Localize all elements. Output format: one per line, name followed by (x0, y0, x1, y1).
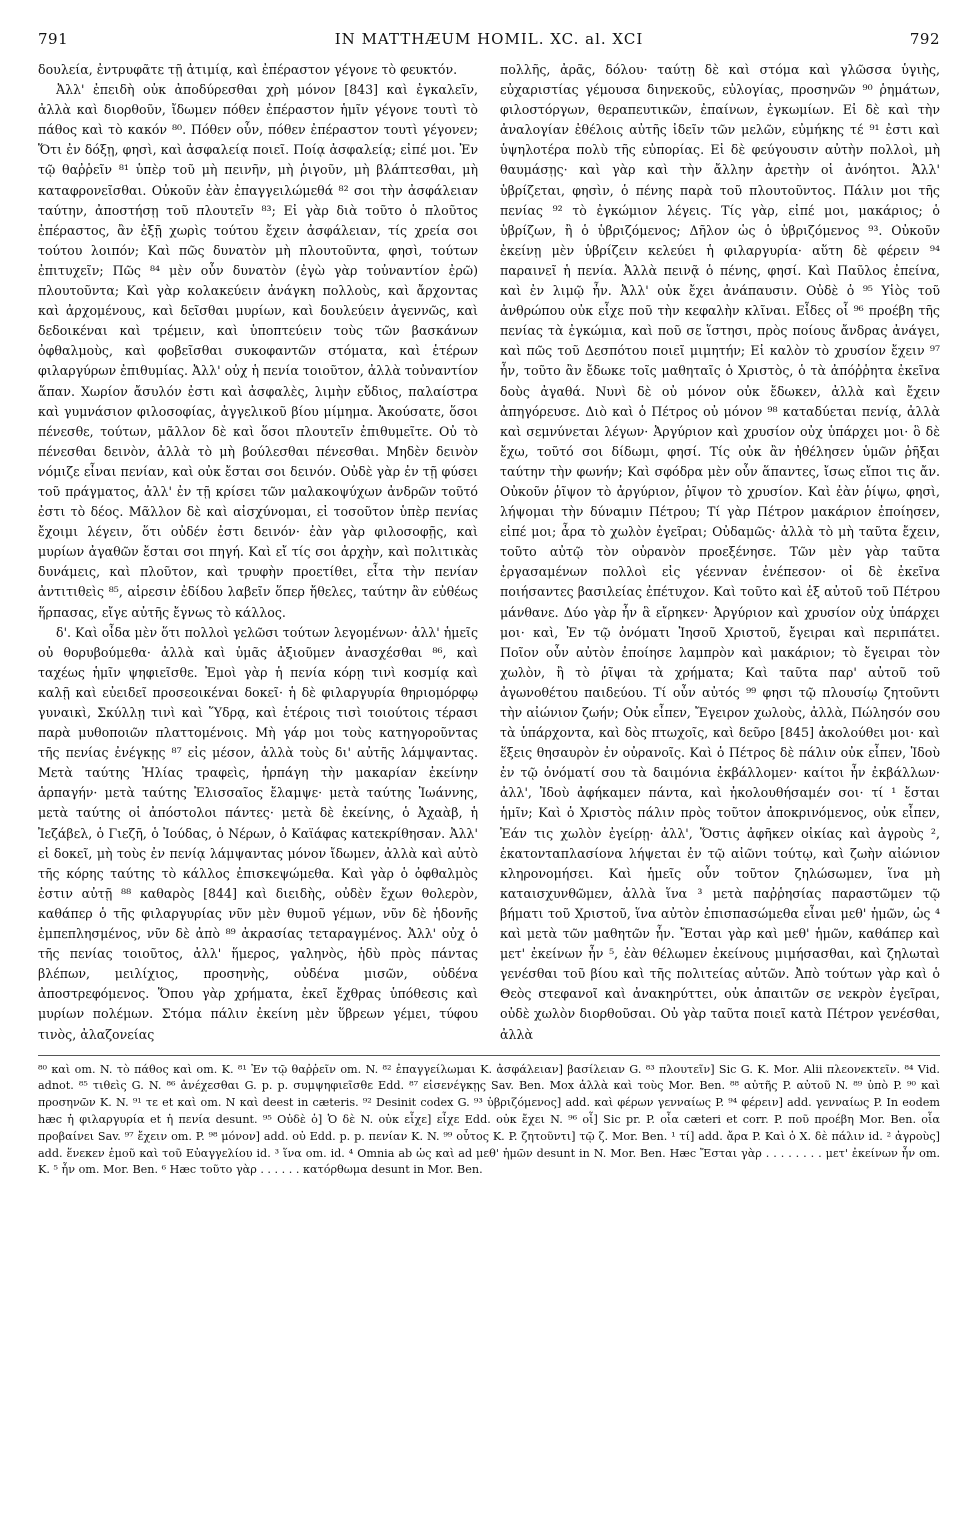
paragraph: Ἀλλ' ἐπειδὴ οὐκ ἀποδύρεσθαι χρὴ μόνον [843] καὶ ἐγκαλεῖν, ἀλλὰ καὶ διορθοῦν, ἴδωμεν πόθεν ἐπέραστον ἡμῖν γέγονε τουτὶ τὸ πάθος καὶ τὸ κακόν ⁸⁰. Πόθεν οὖν, πόθεν ἐπέραστον τουτὶ γέγονεν; Ὅτι ἐν δόξῃ, φησὶ, καὶ ἀσφαλείᾳ ποιεῖ. Ποίᾳ ἀσφαλείᾳ; εἰπέ μοι. Ἐν τῷ θαῤῥεῖν ⁸¹ ὑπὲρ τοῦ μὴ πεινῆν, μὴ ῥιγοῦν, μὴ βλάπτεσθαι, μὴ καταφρονεῖσθαι. Οὐκοῦν ἐὰν ἐπαγγειλώμεθά ⁸² σοι τὴν ἀσφάλειαν ταύτην, ἀποστήσῃ τοῦ πλουτεῖν ⁸³; Εἰ γὰρ διὰ τοῦτο ὁ πλοῦτος ἐπέραστος, ἂν ἐξῇ χωρὶς τούτου ἔχειν ἀσφάλειαν, τίς χρεία σοι τούτου λοιπόν; Καὶ πῶς δυνατὸν μὴ πλουτοῦντα, φησὶ, τούτων ἐπιτυχεῖν; Πῶς ⁸⁴ μὲν οὖν δυνατὸν (ἐγὼ γὰρ τοὐναντίον ἐρῶ) πλουτοῦντα; Καὶ γὰρ κολακεύειν ἀνάγκη πολλοὺς, καὶ ἄρχοντας καὶ ἀρχομένους, καὶ δεῖσθαι μυρίων, καὶ δουλεύειν ἀγεννῶς, καὶ δεδοικέναι καὶ τρέμειν, καὶ ὑποπτεύειν τοὺς τῶν βασκάνων ὀφθαλμοὺς, καὶ φοβεῖσθαι συκοφαντῶν στόματα, καὶ ἑτέρων φιλαργύρων ἐπιθυμίας. Ἀλλ' οὐχ ἡ πενία τοιοῦτον, ἀλλὰ τοὐναντίον ἅπαν. Χωρίον ἄσυλόν ἐστι καὶ ἀσφαλὲς, λιμὴν εὔδιος, παλαίστρα καὶ γυμνάσιον φιλοσοφίας, ἀγγελικοῦ βίου μίμημα. Ἀκούσατε, ὅσοι πένεσθε, τούτων, μᾶλλον δὲ καὶ ὅσοι πλουτεῖν ἐπιθυμεῖτε. Οὐ τὸ πένεσθαι δεινὸν, ἀλλὰ τὸ μὴ βούλεσθαι πένεσθαι. Μηδὲν δεινὸν νόμιζε εἶναι πενίαν, καὶ οὐκ ἔσται σοι δεινόν. Οὐδὲ γὰρ ἐν τῇ φύσει τοῦ πράγματος, ἀλλ' ἐν τῇ κρίσει τῶν μαλακοψύχων ἀνδρῶν τοῦτό ἐστι τὸ δέος. Μᾶλλον δὲ καὶ αἰσχύνομαι, εἰ τοσοῦτον ὑπὲρ πενίας ἔχοιμι λέγειν, ὅτι οὐδέν ἐστι δεινόν· ἐὰν γὰρ φιλοσοφῇς, καὶ μυρίων ἀγαθῶν ἔσται σοι πηγή. Καὶ εἴ τίς σοι ἀρχὴν, καὶ πολιτικὰς δυνάμεις, καὶ πλοῦτον, καὶ τρυφὴν προετίθει, εἶτα τὴν πενίαν ἀντιτιθεὶς ⁸⁵, αἱρεσιν ἐδίδου λαβεῖν ὅπερ ἤθελες, ταύτην ἂν εὐθέως ἥρπασας, εἴγε αὐτῆς ἔγνως τὸ κάλλος. (38, 82, 478, 620)
page-number-right: 792 (909, 30, 940, 48)
right-column (500, 60, 940, 1045)
paragraph: δουλεία, ἐντρυφᾶτε τῇ ἀτιμίᾳ, καὶ ἐπέραστον γέγονε τὸ φευκτόν. (38, 62, 458, 77)
left-column (38, 60, 478, 1045)
footnotes (38, 1062, 940, 1180)
paragraph: πολλῆς, ἀρᾶς, δόλου· ταύτῃ δὲ καὶ στόμα καὶ γλῶσσα ὑγιὴς, εὐχαριστίας γέμουσα διηνεκοῦς, εὐλογίας, προσηνῶν ⁹⁰ ῥημάτων, φιλοστόργων, θεραπευτικῶν, ἐπαίνων, ἐγκωμίων. Εἰ δὲ καὶ τὴν ἀναλογίαν ἐθέλοις αὐτῆς ἰδεῖν τῶν μελῶν, εὐμήκης τέ ⁹¹ ἐστι καὶ ὑψηλοτέρα πολὺ τῆς εὐπορίας. Εἰ δὲ φεύγουσιν αὐτὴν πολλοὶ, μὴ θαυμάσῃς· καὶ γὰρ καὶ τὴν ἄλλην ἀρετὴν οἱ ἀνόητοι. Ἀλλ' ὑβρίζεται, φησὶν, ὁ πένης παρὰ τοῦ πλουτοῦντος. Πάλιν μοι τῆς πενίας ⁹² τὸ ἐγκώμιον λέγεις. Τίς γὰρ, εἰπέ μοι, μακάριος; ὁ ὑβρίζων, ἢ ὁ ὑβριζόμενος; Δῆλον ὡς ὁ ὑβριζόμενος ⁹³. Οὐκοῦν ἐκείνῃ μὲν ὑβρίζειν κελεύει ἡ φιλαργυρία· αὕτη δὲ φέρειν ⁹⁴ παραινεῖ ἡ πενία. Ἀλλὰ πεινᾷ ὁ πένης, φησί. Καὶ Παῦλος ἐπείνα, καὶ ἐν λιμῷ ἦν. Ἀλλ' οὐκ ἔχει ἀνάπαυσιν. Οὐδὲ ὁ ⁹⁵ Υἱὸς τοῦ ἀνθρώπου οὐκ εἶχε ποῦ τὴν κεφαλὴν κλῖναι. Εἶδες οἷ ⁹⁶ προέβη τῆς πενίας τὰ ἐγκώμια, καὶ ποῦ σε ἵστησι, πρὸς ποίους ἄνδρας ἀνάγει, καὶ πῶς τοῦ Δεσπότου ποιεῖ μιμητήν; Εἰ καλὸν τὸ χρυσίον ἔχειν ⁹⁷ ἦν, τοῦτο ἂν ἔδωκε τοῖς μαθηταῖς ὁ Χριστὸς, ὁ τὰ ἀπόῤῥητα ἐκεῖνα δοὺς ἀγαθά. Νυνὶ δὲ οὐ μόνον οὐκ ἔδωκεν, ἀλλὰ καὶ ἔχειν ἀπηγόρευσε. Διὸ καὶ ὁ Πέτρος οὐ μόνον ⁹⁸ καταδύεται πενίᾳ, ἀλλὰ καὶ σεμνύνεται λέγων· Ἀργύριον καὶ χρυσίον οὐχ ὑπάρχει μοι· ὃ δὲ ἔχω, τοῦτό σοι δίδωμι, φησί. Τίς οὐκ ἂν ἠθέλησεν ὑμῶν ῥῆξαι ταύτην τὴν φωνήν; Καὶ σφόδρα μὲν οὖν ἅπαντες, ἴσως εἴποι τις ἄν. Οὐκοῦν ῥῖψον τὸ ἀργύριον, ῥῖψον τὸ χρυσίον. Καὶ ἐὰν ῥίψω, φησὶ, λήψομαι τὴν δύναμιν Πέτρου; Τί γὰρ Πέτρον μακάριον ἐποίησεν, εἰπέ μοι; ἆρα τὸ χωλὸν ἐγεῖραι; Οὐδαμῶς· ἀλλὰ τὸ μὴ ταῦτα ἔχειν, τοῦτο αὐτῷ τὸν οὐρανὸν προεξένησε. Τῶν μὲν γὰρ ταῦτα ἐργασαμένων πολλοὶ εἰς γέενναν ἐνέπεσον· οἱ δὲ ἐκεῖνα ποιήσαντες βασιλείας ἐπέτυχον. Καὶ τοῦτο καὶ ἐξ αὐτοῦ τοῦ Πέτρου μάνθανε. Δύο γὰρ ἦν ἃ εἴρηκεν· Ἀργύριον καὶ χρυσίον οὐχ ὑπάρχει μοι· καὶ, Ἐν τῷ ὀνόματι Ἰησοῦ Χριστοῦ, ἔγειραι καὶ περιπάτει. Ποῖον οὖν αὐτὸν ἐποίησε λαμπρὸν καὶ μακάριον; τὸ ἔγειραι τὸν χωλὸν, ἢ τὸ ῥῖψαι τὰ χρήματα; Καὶ ταῦτα παρ' αὐτοῦ τοῦ ἀγωνοθέτου παιδεύου. Τί οὖν αὐτός ⁹⁹ φησι τῷ πλουσίῳ ζητοῦντι τὴν αἰώνιον ζωήν; Οὐκ εἶπεν, Ἔγειρον χωλοὺς, ἀλλὰ, Πώλησόν σου τὰ ὑπάρχοντα, καὶ δὸς πτωχοῖς, καὶ δεῦρο [845] ἀκολούθει μοι· καὶ ἕξεις θησαυρὸν ἐν οὐρανοῖς. Καὶ ὁ Πέτρος δὲ πάλιν οὐκ εἶπεν, Ἰδοὺ ἐν τῷ ὀνόματί σου τὰ δαιμόνια ἐκβάλλομεν· καίτοι ἦν ἐκβάλλων· ἀλλ', Ἰδοὺ ἀφήκαμεν πάντα, καὶ ἠκολουθήσαμέν σοι· τί ¹ ἔσται ἡμῖν; Καὶ ὁ Χριστὸς πάλιν πρὸς τοῦτον ἀποκρινόμενος, οὐκ εἶπεν, Ἐάν τις χωλὸν ἐγείρῃ· ἀλλ', Ὅστις ἀφῆκεν οἰκίας καὶ ἀγροὺς ², ἑκατονταπλασίονα λήψεται ἐν τῷ αἰῶνι τούτῳ, καὶ ζωὴν αἰώνιον κληρονομήσει. Καὶ ἡμεῖς οὖν τοῦτον ζηλώσωμεν, ἵνα μὴ καταισχυνθῶμεν, ἀλλὰ ἵνα ³ μετὰ παῤῥησίας παραστῶμεν τῷ βήματι τοῦ Χριστοῦ, ἵνα αὐτὸν ἐπισπασώμεθα εἶναι μεθ' ἡμῶν, ὡς ⁴ καὶ μετὰ τῶν μαθητῶν ἦν. Ἔσται γὰρ καὶ μεθ' ἡμῶν, καθάπερ καὶ μετ' ἐκείνων ἦν ⁵, ἐὰν θέλωμεν ἐκείνους μιμήσασθαι, καὶ ζηλωταὶ γενέσθαι τοῦ βίου καὶ τῆς πολιτείας αὐτῶν. Ἀπὸ τούτων γὰρ καὶ ὁ Θεὸς στεφανοῖ καὶ ἀνακηρύττει, οὐκ ἀπαιτῶν σε νεκρὸν ἐγεῖραι, οὐδὲ χωλὸν διορθοῦσαι. Οὐ γὰρ ταῦτα ποιεῖ κατὰ Πέτρον γενέσθαι, ἀλλὰ (500, 62, 940, 1042)
paragraph: δ'. Καὶ οἶδα μὲν ὅτι πολλοὶ γελῶσι τούτων λεγομένων· ἀλλ' ἡμεῖς οὐ θορυβούμεθα· ἀλλὰ καὶ ὑμᾶς ἀξιοῦμεν ἀνασχέσθαι ⁸⁶, καὶ ταχέως ἡμῖν ψηφιεῖσθε. Ἐμοὶ γὰρ ἡ πενία κόρῃ τινὶ κοσμίᾳ καὶ καλῇ καὶ εὐειδεῖ προσεοικέναι δοκεῖ· ἡ δὲ φιλαργυρία θηριομόρφῳ γυναικὶ, Σκύλλῃ τινὶ καὶ Ὕδρᾳ, καὶ ἑτέροις τισὶ τοιούτοις τέρασι παρὰ μυθοποιῶν πλαττομένοις. Μὴ γάρ μοι τοὺς κατηγοροῦντας τῆς πενίας ἐνέγκῃς ⁸⁷ εἰς μέσον, ἀλλὰ τοὺς δι' αὐτῆς λάμψαντας. Μετὰ ταύτης Ἠλίας τραφεὶς, ἡρπάγη τὴν μακαρίαν ἐκείνην ἁρπαγήν· μετὰ ταύτης Ἐλισσαῖος ἔλαμψε· μετὰ ταύτης Ἰωάννης, μετὰ ταύτης οἱ ἀπόστολοι πάντες· μετὰ δὲ ἐκείνης, ὁ Ἀχαὰβ, ἡ Ἰεζάβελ, ὁ Γιεζῆ, ὁ Ἰούδας, ὁ Νέρων, ὁ Καϊάφας κατεκρίθησαν. Ἀλλ' εἰ δοκεῖ, μὴ τοὺς ἐν πενίᾳ λάμψαντας μόνον ἴδωμεν, ἀλλὰ καὶ αὐτὸ τῆς κόρης ταύτης τὸ κάλλος ἐπισκεψώμεθα. Καὶ γὰρ ὁ ὀφθαλμὸς ἐστιν αὐτῇ ⁸⁸ καθαρὸς [844] καὶ διειδὴς, οὐδὲν ἔχων θολερὸν, καθάπερ ὁ τῆς φιλαργυρίας νῦν μὲν θυμοῦ γέμων, νῦν δὲ ἡδονῆς ἐμπεπλησμένος, νῦν δὲ ἀπὸ ⁸⁹ ἀκρασίας τεταραγμένος. Ἀλλ' οὐχ ὁ τῆς πενίας τοιοῦτος, ἀλλ' ἥμερος, γαληνὸς, ἡδὺ πρὸς πάντας βλέπων, μειλίχιος, προσηνὴς, οὐδένα μισῶν, οὐδένα ἀποστρεφόμενος. Ὅπου γὰρ χρήματα, ἐκεῖ ἔχθρας ὑπόθεσις καὶ μυρίων πολέμων. Στόμα πάλιν ἐκείνη μὲν ὕβρεων γέμει, τύφου τινὸς, ἀλαζονείας (38, 624, 478, 1042)
text-columns (38, 60, 940, 1045)
running-title: IN MATTHÆUM HOMIL. XC. al. XCI (334, 30, 644, 48)
footnote-divider (38, 1055, 940, 1056)
page-number-left: 791 (38, 30, 69, 48)
footnote-block: ⁸⁰ καὶ om. N. τὸ πάθος καὶ om. K. ⁸¹ Ἐν τῷ θαῤῥεῖν om. N. ⁸² ἐπαγγείλωμαι K. ἀσφάλειαν] βασίλειαν G. ⁸³ πλουτεῖν] Sic G. K. Mor. Alii πλεονεκτεῖν. ⁸⁴ Vid. adnot. ⁸⁵ τιθεὶς G. N. ⁸⁶ ἀνέχεσθαι G. p. p. συμψηφιεῖσθε Edd. ⁸⁷ εἰσενέγκῃς Sav. Ben. Mox ἀλλὰ καὶ τοὺς Mor. Ben. ⁸⁸ αὐτῆς P. αὐτοῦ N. ⁸⁹ ὑπὸ P. ⁹⁰ καὶ προσηνῶν K. N. ⁹¹ τε et καὶ om. N καὶ deest in cæteris. ⁹² Desinit codex G. ⁹³ ὑβριζόμενος] add. καὶ φέρων γενναίως P. ⁹⁴ φέρειν] add. γενναίως P. In eodem hæc ἡ φιλαργυρία et ἡ πενία desunt. ⁹⁵ Οὐδὲ ὁ] Ὁ δὲ N. οὐκ εἶχε] εἶχε Edd. οὐκ ἔχει N. ⁹⁶ οἷ] Sic pr. P. οἷα cæteri et corr. P. ποῦ προέβη Mor. Ben. οἷα προβαίνει Sav. ⁹⁷ ἔχειν om. P. ⁹⁸ μόνον] add. οὐ Edd. p. p. πενίαν K. N. ⁹⁹ οὗτος K. P. ζητοῦντι] τῷ ζ. Mor. Ben. ¹ τί] add. ἄρα P. Καὶ ὁ Χ. δὲ πάλιν id. ² ἀγροὺς] add. ἕνεκεν ἐμοῦ καὶ τοῦ Εὐαγγελίου id. ³ ἵνα om. id. ⁴ Omnia ab ὡς καὶ ad μεθ' ἡμῶν desunt in N. Mor. Ben. Hæc Ἔσται γὰρ . . . . . . . . μετ' ἐκείνων ἦν om. K. ⁵ ἦν om. Mor. Ben. ⁶ Hæc τοῦτο γὰρ . . . . . . κατόρθωμα desunt in Mor. Ben. (38, 1062, 940, 1177)
running-head (38, 30, 940, 56)
